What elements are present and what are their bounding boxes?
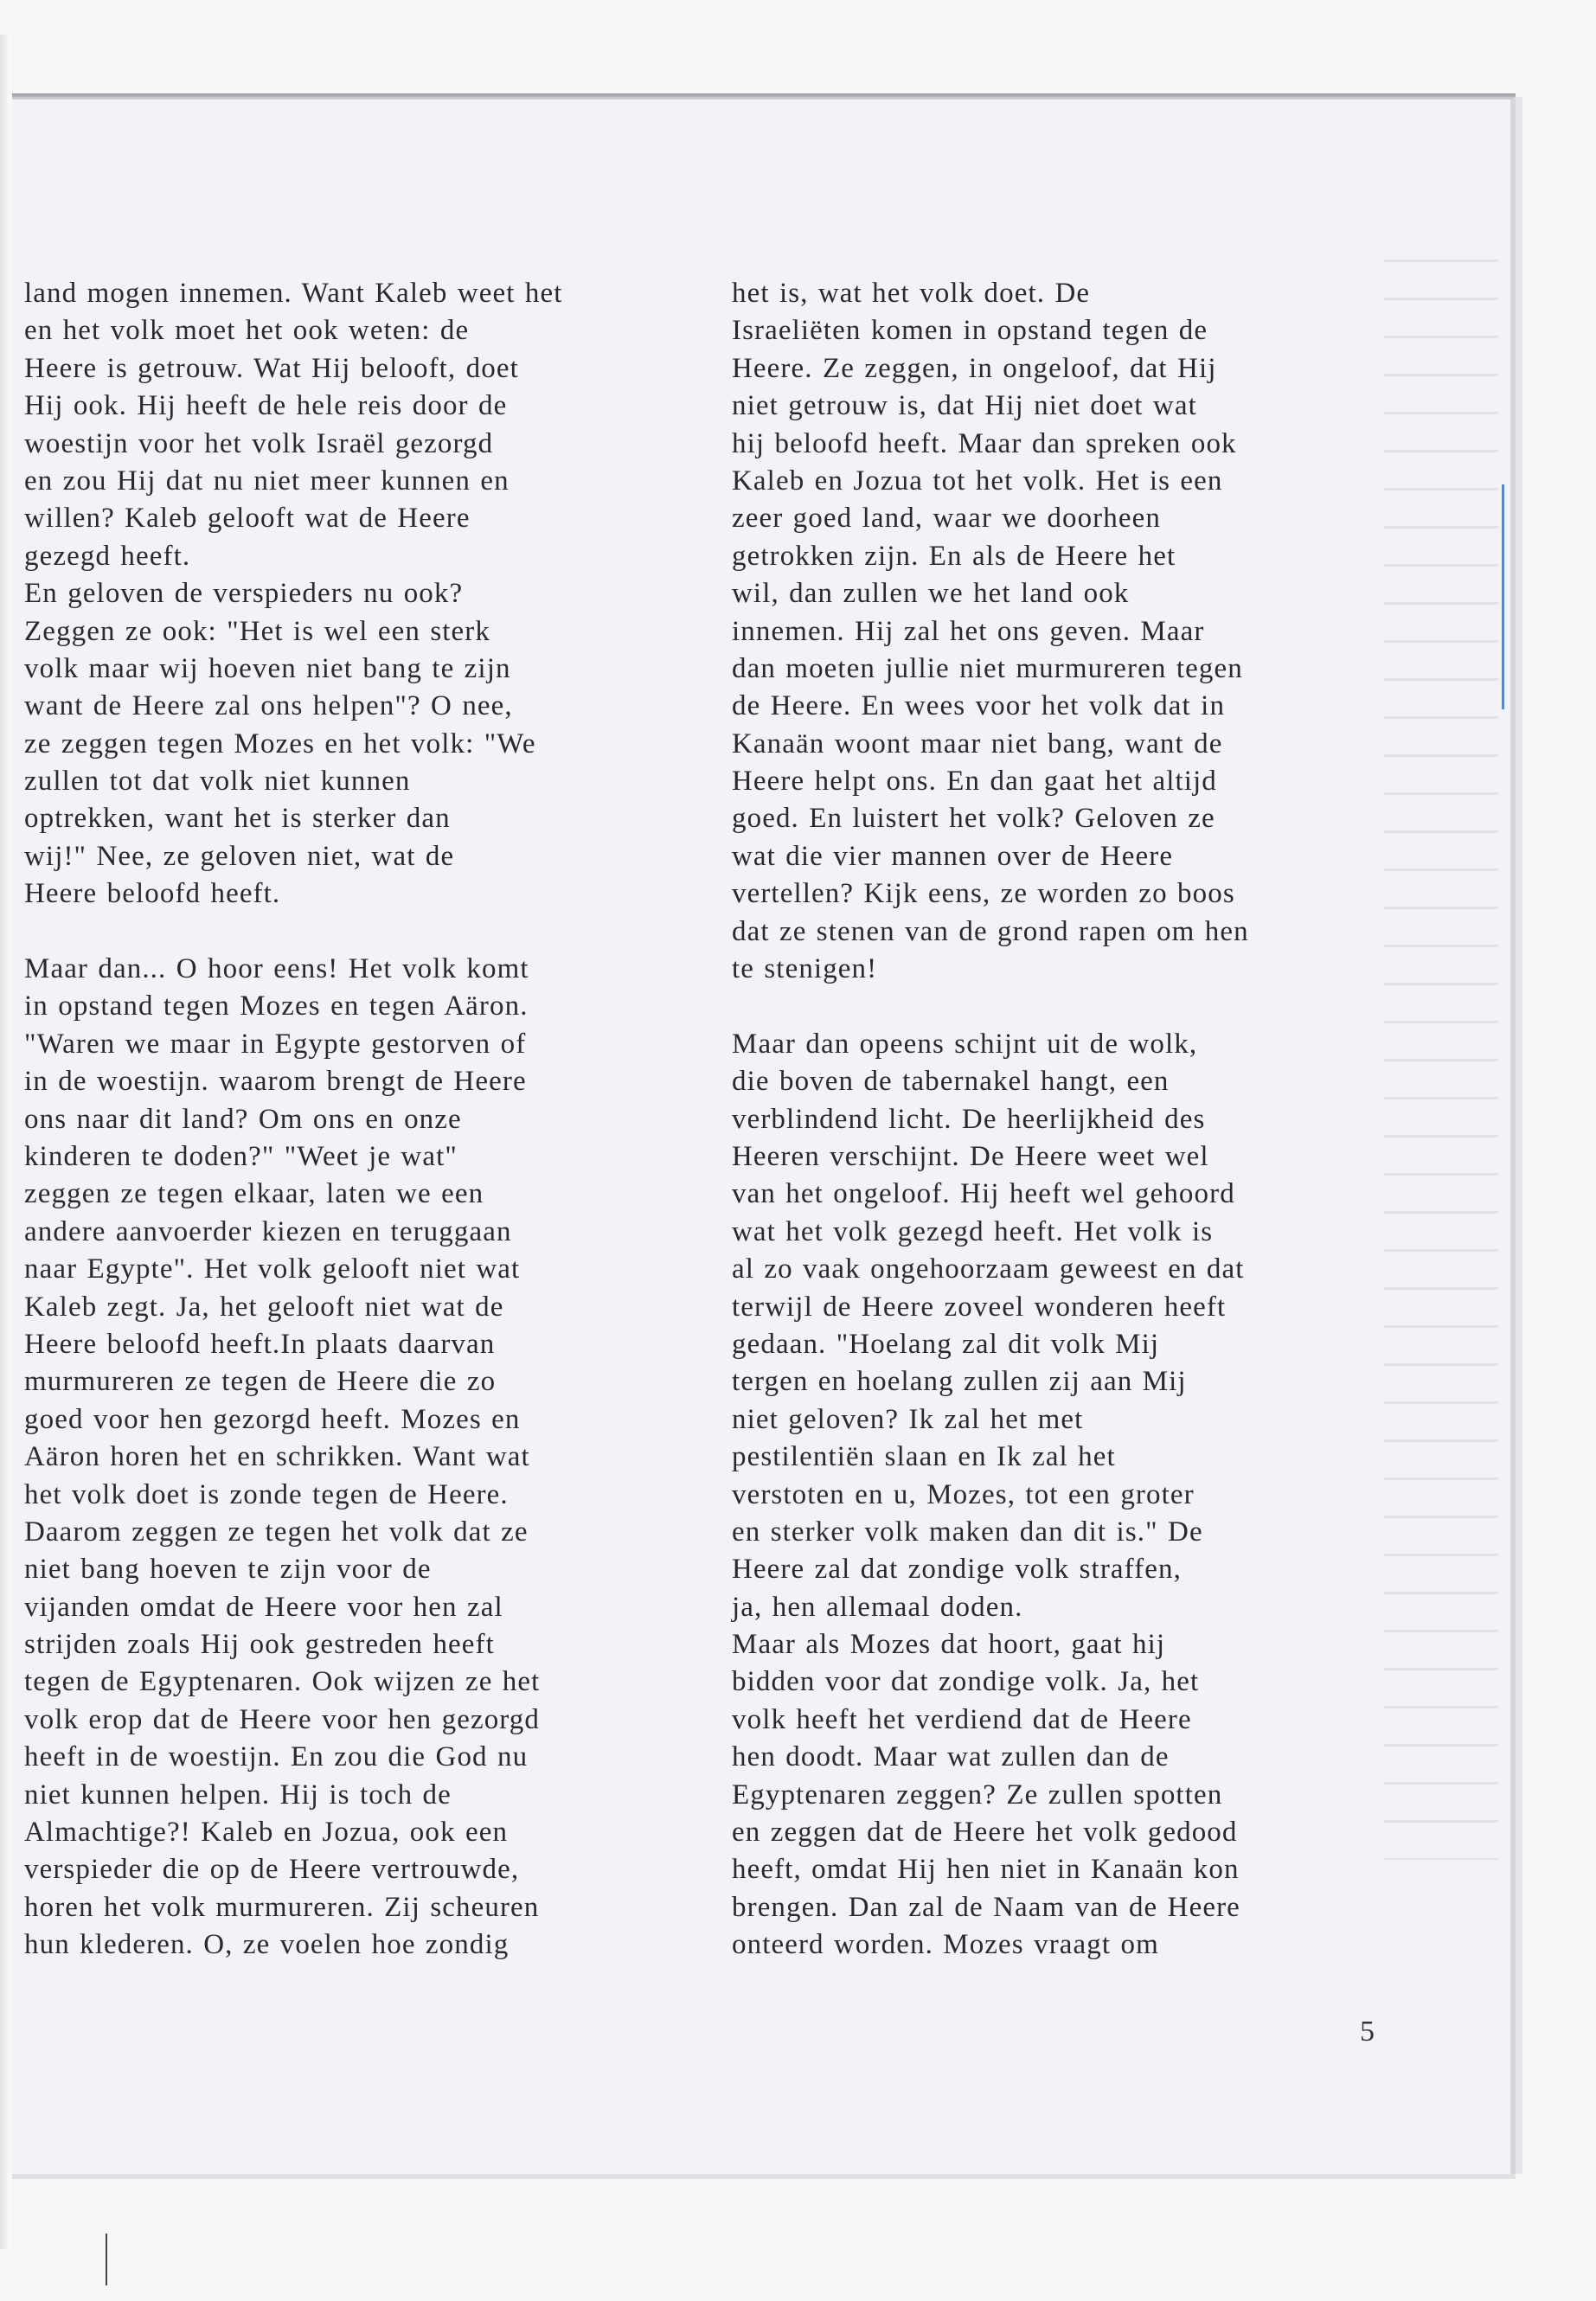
text-line: land mogen innemen. Want Kaleb weet het <box>24 278 563 309</box>
text-line: gedaan. "Hoelang zal dit volk Mij <box>732 1328 1160 1360</box>
text-line: heeft in de woestijn. En zou die God nu <box>24 1741 529 1773</box>
text-line: zeggen ze tegen elkaar, laten we een <box>24 1178 484 1210</box>
text-line: optrekken, want het is sterker dan <box>24 803 451 835</box>
text-line: niet getrouw is, dat Hij niet doet wat <box>732 390 1197 422</box>
page-edge-mark <box>1502 484 1504 709</box>
text-line: naar Egypte". Het volk gelooft niet wat <box>24 1253 521 1285</box>
text-line: heeft, omdat Hij hen niet in Kanaän kon <box>732 1854 1240 1886</box>
text-line: hen doodt. Maar wat zullen dan de <box>732 1741 1170 1773</box>
text-line: niet bang hoeven te zijn voor de <box>24 1554 432 1586</box>
text-line: Israeliëten komen in opstand tegen de <box>732 315 1208 347</box>
text-line: hij beloofd heeft. Maar dan spreken ook <box>732 427 1237 459</box>
text-line: strijden zoals Hij ook gestreden heeft <box>24 1629 495 1661</box>
scan-mark <box>106 2234 107 2285</box>
text-line: "Waren we maar in Egypte gestorven of <box>24 1028 527 1060</box>
text-line: Hij ook. Hij heeft de hele reis door de <box>24 390 508 422</box>
paragraph-break <box>24 913 690 951</box>
text-line: niet kunnen helpen. Hij is toch de <box>24 1779 452 1811</box>
text-line: de Heere. En wees voor het volk dat in <box>732 690 1226 722</box>
text-line: volk erop dat de Heere voor hen gezorgd <box>24 1703 541 1735</box>
text-line: Heere beloofd heeft.In plaats daarvan <box>24 1328 496 1360</box>
text-line: volk heeft het verdiend dat de Heere <box>732 1703 1192 1735</box>
text-line: vijanden omdat de Heere voor hen zal <box>24 1591 503 1623</box>
text-line: Kaleb zegt. Ja, het gelooft niet wat de <box>24 1291 504 1323</box>
text-line: Heeren verschijnt. De Heere weet wel <box>732 1140 1209 1172</box>
text-line: Almachtige?! Kaleb en Jozua, ook een <box>24 1817 509 1849</box>
text-line: want de Heere zal ons helpen"? O nee, <box>24 690 513 722</box>
text-line: in de woestijn. waarom brengt de Heere <box>24 1066 527 1098</box>
text-line: en zou Hij dat nu niet meer kunnen en <box>24 465 510 497</box>
text-line: Egyptenaren zeggen? Ze zullen spotten <box>732 1779 1223 1811</box>
text-line: ons naar dit land? Om ons en onze <box>24 1103 462 1135</box>
text-line: verspieder die op de Heere vertrouwde, <box>24 1854 520 1886</box>
text-line: pestilentiën slaan en Ik zal het <box>732 1441 1116 1473</box>
text-line: dan moeten jullie niet murmureren tegen <box>732 652 1243 684</box>
text-line: van het ongeloof. Hij heeft wel gehoord <box>732 1178 1235 1210</box>
paragraph-break <box>732 988 1424 1025</box>
text-line: Kanaän woont maar niet bang, want de <box>732 727 1223 760</box>
text-line: onteerd worden. Mozes vraagt om <box>732 1929 1159 1961</box>
text-line: en sterker volk maken dan dit is." De <box>732 1516 1203 1548</box>
text-line: en het volk moet het ook weten: de <box>24 315 470 347</box>
text-line: verblindend licht. De heerlijkheid des <box>732 1103 1206 1135</box>
text-line: goed voor hen gezorgd heeft. Mozes en <box>24 1403 521 1435</box>
text-line: horen het volk murmureren. Zij scheuren <box>24 1891 540 1923</box>
text-line: terwijl de Heere zoveel wonderen heeft <box>732 1291 1227 1323</box>
text-line: verstoten en u, Mozes, tot een groter <box>732 1478 1195 1510</box>
text-line: tegen de Egyptenaren. Ook wijzen ze het <box>24 1666 541 1698</box>
text-line: Daarom zeggen ze tegen het volk dat ze <box>24 1516 529 1548</box>
text-line: zeer goed land, waar we doorheen <box>732 503 1161 535</box>
text-column-right <box>732 275 1424 1965</box>
page-number: 5 <box>1360 2016 1375 2048</box>
text-line: wat het volk gezegd heeft. Het volk is <box>732 1215 1214 1247</box>
text-line: getrokken zijn. En als de Heere het <box>732 540 1176 572</box>
text-line: volk maar wij hoeven niet bang te zijn <box>24 652 511 684</box>
text-line: Heere zal dat zondige volk straffen, <box>732 1554 1182 1586</box>
text-line: wij!" Nee, ze geloven niet, wat de <box>24 840 455 872</box>
text-line: Aäron horen het en schrikken. Want wat <box>24 1441 530 1473</box>
text-line: brengen. Dan zal de Naam van de Heere <box>732 1891 1240 1923</box>
text-line: innemen. Hij zal het ons geven. Maar <box>732 615 1205 647</box>
text-line: hun klederen. O, ze voelen hoe zondig <box>24 1929 510 1961</box>
text-line: te stenigen! <box>732 953 878 985</box>
scan-left-edge <box>0 35 9 2249</box>
text-line: Kaleb en Jozua tot het volk. Het is een <box>732 465 1223 497</box>
text-line: en zeggen dat de Heere het volk gedood <box>732 1817 1238 1849</box>
text-line: gezegd heeft. <box>24 540 191 572</box>
text-line: murmureren ze tegen de Heere die zo <box>24 1366 497 1398</box>
text-line: willen? Kaleb gelooft wat de Heere <box>24 503 471 535</box>
text-line: Heere helpt ons. En dan gaat het altijd <box>732 766 1217 798</box>
text-line: Heere beloofd heeft. <box>24 878 281 910</box>
text-line: die boven de tabernakel hangt, een <box>732 1066 1170 1098</box>
text-line: vertellen? Kijk eens, ze worden zo boos <box>732 878 1235 910</box>
text-line: tergen en hoelang zullen zij aan Mij <box>732 1366 1187 1398</box>
text-line: Zeggen ze ook: "Het is wel een sterk <box>24 615 490 647</box>
text-line: zullen tot dat volk niet kunnen <box>24 766 411 798</box>
text-line: goed. En luistert het volk? Geloven ze <box>732 803 1215 835</box>
text-line: woestijn voor het volk Israël gezorgd <box>24 427 494 459</box>
text-line: andere aanvoerder kiezen en teruggaan <box>24 1215 512 1247</box>
text-column-left <box>24 275 690 1965</box>
text-line: al zo vaak ongehoorzaam geweest en dat <box>732 1253 1245 1285</box>
text-line: ja, hen allemaal doden. <box>732 1591 1023 1623</box>
text-line: wil, dan zullen we het land ook <box>732 578 1130 610</box>
text-line: dat ze stenen van de grond rapen om hen <box>732 915 1249 947</box>
text-line: kinderen te doden?" "Weet je wat" <box>24 1140 458 1172</box>
text-line: niet geloven? Ik zal het met <box>732 1403 1084 1435</box>
text-line: Maar dan opeens schijnt uit de wolk, <box>732 1028 1198 1060</box>
text-line: in opstand tegen Mozes en tegen Aäron. <box>24 990 529 1022</box>
text-line: wat die vier mannen over de Heere <box>732 840 1174 872</box>
text-line: het is, wat het volk doet. De <box>732 278 1091 309</box>
text-line: bidden voor dat zondige volk. Ja, het <box>732 1666 1200 1698</box>
text-line: En geloven de verspieders nu ook? <box>24 578 464 610</box>
text-line: Maar als Mozes dat hoort, gaat hij <box>732 1629 1166 1661</box>
text-line: Heere is getrouw. Wat Hij belooft, doet <box>24 352 519 384</box>
text-line: Maar dan... O hoor eens! Het volk komt <box>24 953 529 985</box>
text-line: Heere. Ze zeggen, in ongeloof, dat Hij <box>732 352 1217 384</box>
text-line: het volk doet is zonde tegen de Heere. <box>24 1478 509 1510</box>
text-line: ze zeggen tegen Mozes en het volk: "We <box>24 727 536 760</box>
